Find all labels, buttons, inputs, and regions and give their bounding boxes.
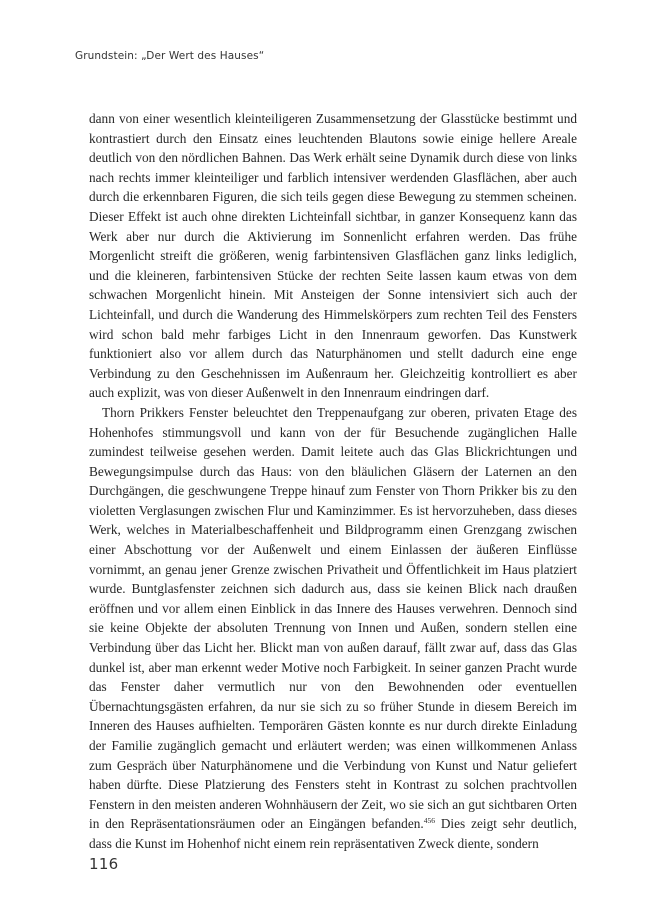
paragraph	[89, 403, 577, 854]
paragraph-text: Thorn Prikkers Fenster beleuchtet den Treppenaufgang zur oberen, privaten Etage des Hohenhofes stimmungsvoll und kann von der für Besuchende zugänglichen Halle zumindest teilweise gesehen werden. Damit leitete auch das Glas Blickrichtungen und Bewegungsimpulse durch das Haus: von den bläulichen Gläsern der Laternen an den Durchgängen, die geschwungene Treppe hinauf zum Fenster von Thorn Prikker bis zu den violetten Verglasungen zwischen Flur und Kaminzimmer. Es ist hervorzuheben, dass dieses Werk, welches in Materialbeschaffenheit und Bildprogramm einen Grenzgang zwischen einer Abschottung vor der Außenwelt und einem Einlassen der äußeren Einflüsse vornimmt, an genau jener Grenze zwischen Privatheit und Öffentlichkeit im Haus platziert wurde. Buntglasfenster zeichnen sich dadurch aus, dass sie keinen Blick nach draußen eröffnen und vor allem einen Einblick in das Innere des Hauses verwehren. Dennoch sind sie keine Objekte der absoluten Trennung von Innen und Außen, sondern stellen eine Verbindung über das Licht her. Blickt man von außen darauf, fällt zwar auf, dass das Glas dunkel ist, aber man erkennt weder Motive noch Farbigkeit. In seiner ganzen Pracht wurde das Fenster daher vermutlich nur von den Bewohnenden oder eventuellen Übernachtungsgästen erfahren, da nur sie sich zu so früher Stunde in diesem Bereich im Inneren des Hauses aufhielten. Temporären Gästen konnte es nur durch direkte Einladung der Familie zugänglich gemacht und erläutert werden; was einen willkommenen Anlass zum Gespräch über Naturphänomene und die Verbindung von Kunst und Natur geliefert haben dürfte. Diese Platzierung des Fensters steht in Kontrast zu solchen prachtvollen Fenstern in den meisten anderen Wohnhäusern der Zeit, wo sie sich an gut sichtbaren Orten in den Repräsentationsräumen oder an Eingängen befanden.	[89, 404, 577, 832]
paragraph: dann von einer wesentlich kleinteiligeren Zusammensetzung der Glasstücke bestimmt und kontrastiert durch den Einsatz eines leuchtenden Blautons sowie einige hellere Areale deutlich von den nördlichen Bahnen. Das Werk erhält seine Dynamik durch diese von links nach rechts immer kleinteiliger und farblich intensiver werdenden Glasflächen, aber auch durch die erkennbaren Figuren, die sich teils gegen diese Bewegung zu stemmen scheinen. Dieser Effekt ist auch ohne direkten Lichteinfall sichtbar, in ganzer Konsequenz kann das Werk aber nur durch die Aktivierung im Sonnenlicht erfahren werden. Das frühe Morgenlicht streift die größeren, wenig farbintensiven Glasflächen ganz links lediglich, und die kleineren, farbintensiven Stücke der rechten Seite lassen kaum etwas von dem schwachen Morgenlicht hinein. Mit Ansteigen der Sonne intensiviert sich auch der Lichteinfall, und durch die Wanderung des Himmelskörpers zum rechten Teil des Fensters wird schon bald mehr farbiges Licht in den Innenraum geworfen. Das Kunstwerk funktioniert also vor allem durch das Naturphänomen und stellt dadurch eine enge Verbindung zu den Geschehnissen im Außenraum her. Gleichzeitig kontrolliert es aber auch explizit, was von dieser Außenwelt in den Innenraum eindringen darf.	[89, 111, 577, 401]
page-number: 116	[89, 855, 119, 873]
paragraph-text: Dies zeigt sehr deutlich, dass die Kunst im Hohenhof nicht einem rein repräsentativen Zweck diente, sondern	[89, 816, 577, 851]
body-text	[89, 109, 577, 854]
footnote-reference: 456	[423, 816, 435, 826]
running-head: Grundstein: „Der Wert des Hauses“	[75, 50, 265, 62]
